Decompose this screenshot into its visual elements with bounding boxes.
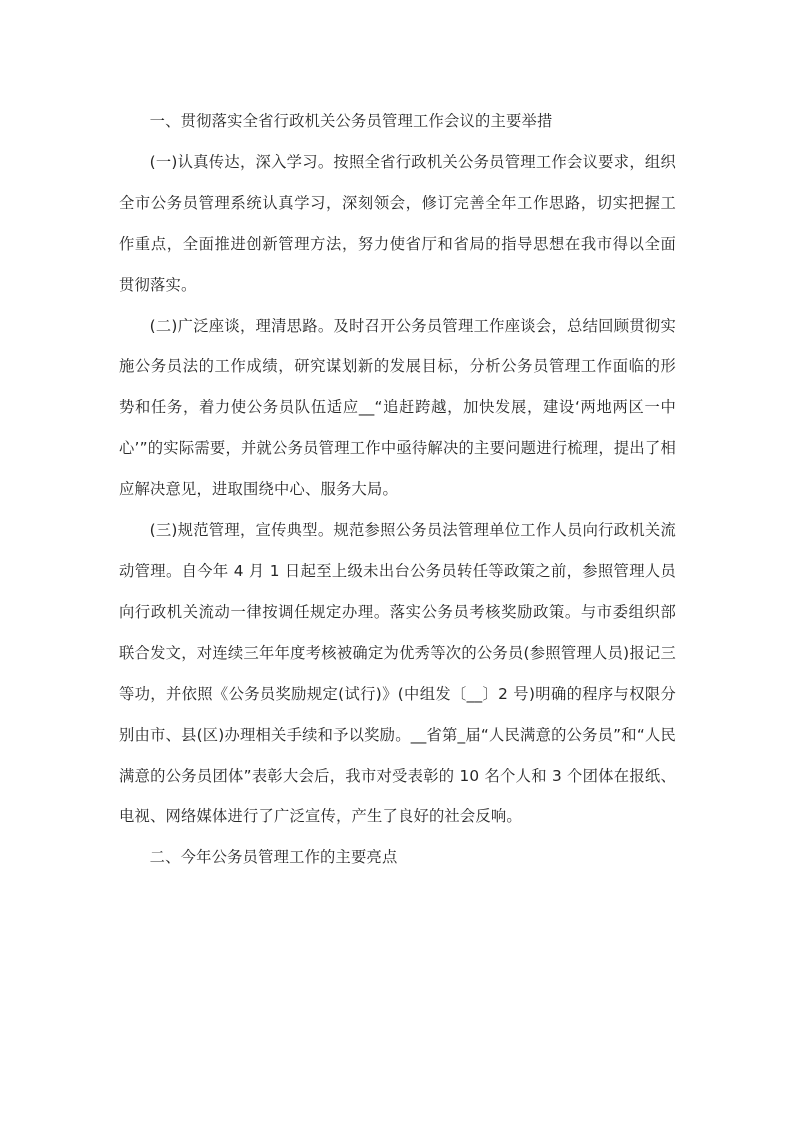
section-heading-1: 一、贯彻落实全省行政机关公务员管理工作会议的主要举措 <box>149 112 553 130</box>
document-body <box>119 101 676 878</box>
paragraph-3: (三)规范管理，宣传典型。规范参照公务员法管理单位工作人员向行政机关流动管理。自今年 4 月 1 日起至上级未出台公务员转任等政策之前，参照管理人员向行政机关流动一律按调任规定办理。落实公务员考核奖励政策。与市委组织部联合发文，对连续三年年度考核被确定为优秀等次的公务员(参照管理人员)报记三等功，并依照《公务员奖励规定(试行)》(中组发〔__〕2 号)明确的程序与权限分别由市、县(区)办理相关手续和予以奖励。__省第_届“人民满意的公务员”和“人民满意的公务员团体”表彰大会后，我市对受表彰的 10 名个人和 3 个团体在报纸、电视、网络媒体进行了广泛宣传，产生了良好的社会反响。 <box>119 521 676 826</box>
paragraph-1: (一)认真传达，深入学习。按照全省行政机关公务员管理工作会议要求，组织全市公务员管理系统认真学习，深刻领会，修订完善全年工作思路，切实把握工作重点，全面推进创新管理方法，努力使省厅和省局的指导思想在我市得以全面贯彻落实。 <box>119 152 676 294</box>
paragraph-2: (二)广泛座谈，理清思路。及时召开公务员管理工作座谈会，总结回顾贯彻实施公务员法的工作成绩，研究谋划新的发展目标，分析公务员管理工作面临的形势和任务，着力使公务员队伍适应__“追赶跨越，加快发展，建设‘两地两区一中心’”的实际需要，并就公务员管理工作中亟待解决的主要问题进行梳理，提出了相应解决意见，进取围绕中心、服务大局。 <box>119 316 676 499</box>
section-heading-2: 二、今年公务员管理工作的主要亮点 <box>149 848 398 867</box>
